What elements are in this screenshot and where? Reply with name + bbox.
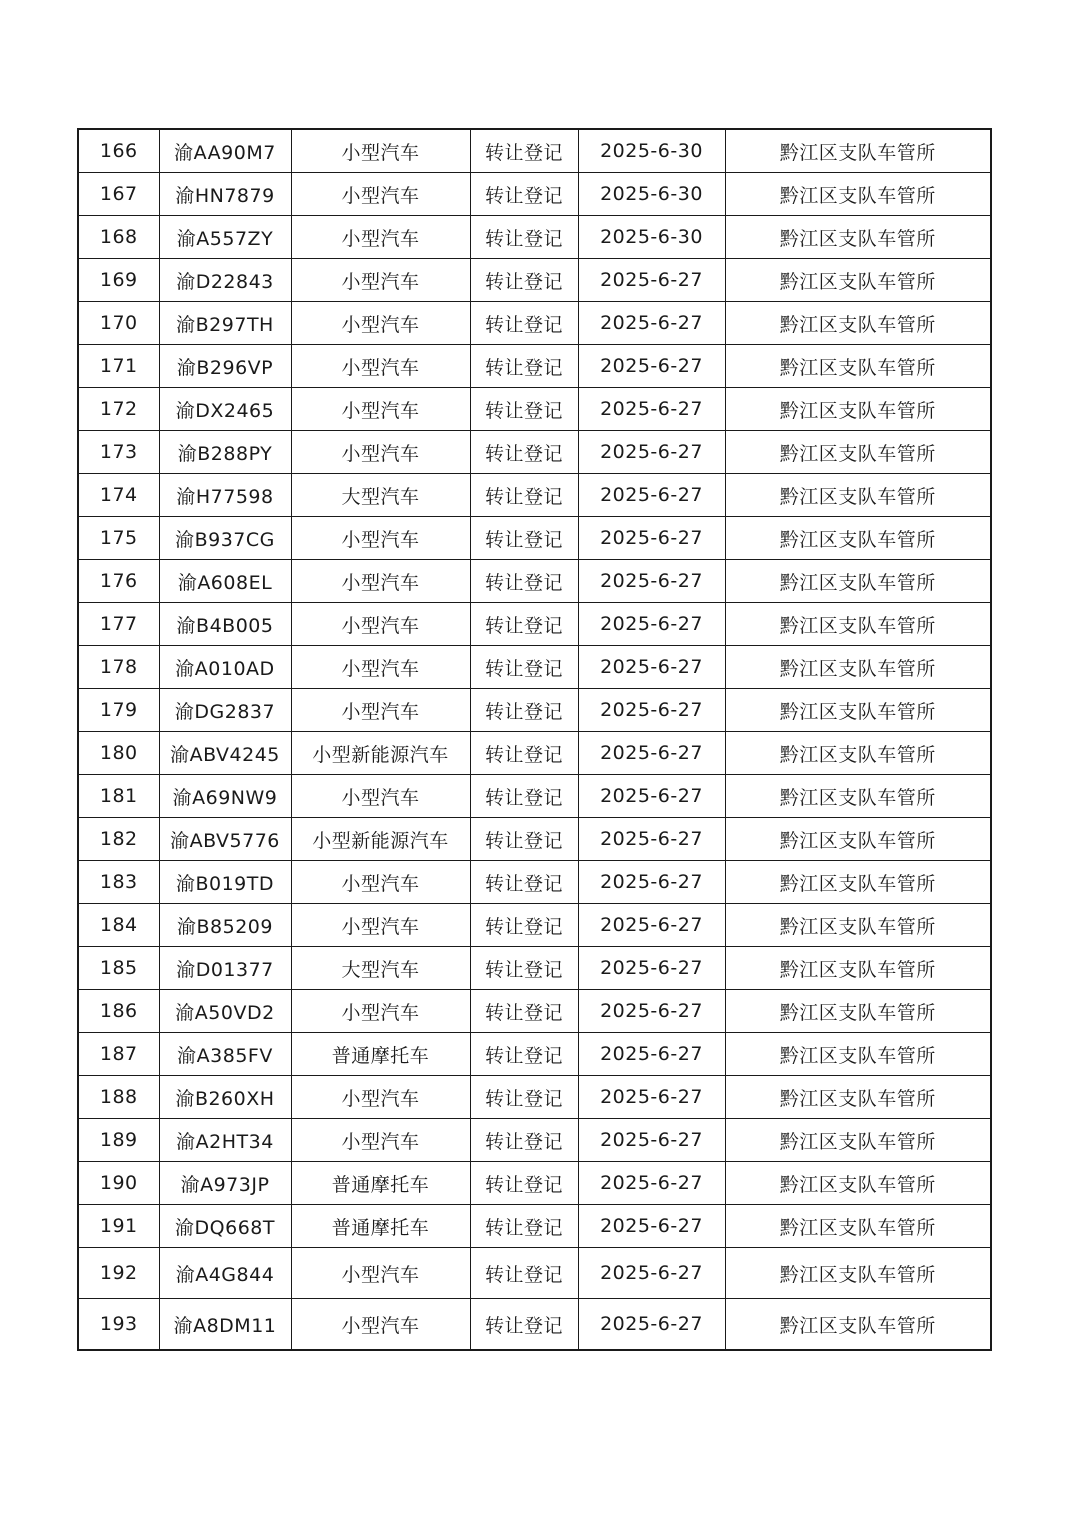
cell-plate: 渝B937CG [159, 517, 291, 560]
cell-vehicle-type: 小型汽车 [291, 646, 470, 689]
cell-number: 166 [78, 129, 159, 173]
cell-business-type: 转让登记 [470, 388, 578, 431]
cell-vehicle-type: 小型汽车 [291, 129, 470, 173]
cell-office: 黔江区支队车管所 [725, 1205, 991, 1248]
cell-date: 2025-6-27 [578, 388, 725, 431]
cell-vehicle-type: 小型汽车 [291, 1119, 470, 1162]
cell-office: 黔江区支队车管所 [725, 732, 991, 775]
cell-office: 黔江区支队车管所 [725, 216, 991, 259]
table-row [78, 904, 991, 947]
cell-plate: 渝A608EL [159, 560, 291, 603]
cell-plate: 渝D22843 [159, 259, 291, 302]
cell-office: 黔江区支队车管所 [725, 474, 991, 517]
cell-business-type: 转让登记 [470, 603, 578, 646]
table-row [78, 129, 991, 173]
cell-plate: 渝A2HT34 [159, 1119, 291, 1162]
cell-plate: 渝A69NW9 [159, 775, 291, 818]
table-row [78, 1248, 991, 1299]
cell-office: 黔江区支队车管所 [725, 990, 991, 1033]
cell-vehicle-type: 小型汽车 [291, 990, 470, 1033]
cell-vehicle-type: 小型汽车 [291, 302, 470, 345]
table-row [78, 388, 991, 431]
cell-vehicle-type: 小型汽车 [291, 1076, 470, 1119]
cell-office: 黔江区支队车管所 [725, 302, 991, 345]
cell-date: 2025-6-27 [578, 1076, 725, 1119]
table-row [78, 1119, 991, 1162]
cell-vehicle-type: 普通摩托车 [291, 1205, 470, 1248]
table-row [78, 1299, 991, 1351]
cell-vehicle-type: 小型汽车 [291, 345, 470, 388]
cell-number: 173 [78, 431, 159, 474]
cell-business-type: 转让登记 [470, 775, 578, 818]
cell-number: 174 [78, 474, 159, 517]
cell-plate: 渝H77598 [159, 474, 291, 517]
cell-plate: 渝AA90M7 [159, 129, 291, 173]
cell-number: 180 [78, 732, 159, 775]
cell-office: 黔江区支队车管所 [725, 1248, 991, 1299]
cell-vehicle-type: 小型汽车 [291, 1299, 470, 1351]
table-row [78, 216, 991, 259]
cell-office: 黔江区支队车管所 [725, 603, 991, 646]
cell-business-type: 转让登记 [470, 1205, 578, 1248]
table-row [78, 302, 991, 345]
cell-office: 黔江区支队车管所 [725, 129, 991, 173]
cell-office: 黔江区支队车管所 [725, 1033, 991, 1076]
cell-number: 184 [78, 904, 159, 947]
cell-date: 2025-6-27 [578, 517, 725, 560]
cell-date: 2025-6-27 [578, 259, 725, 302]
cell-business-type: 转让登记 [470, 560, 578, 603]
cell-date: 2025-6-27 [578, 560, 725, 603]
cell-business-type: 转让登记 [470, 1299, 578, 1351]
cell-plate: 渝B288PY [159, 431, 291, 474]
cell-date: 2025-6-30 [578, 173, 725, 216]
cell-plate: 渝B296VP [159, 345, 291, 388]
vehicle-transfer-table [77, 128, 992, 1351]
cell-plate: 渝HN7879 [159, 173, 291, 216]
cell-date: 2025-6-27 [578, 1033, 725, 1076]
cell-date: 2025-6-27 [578, 646, 725, 689]
cell-business-type: 转让登记 [470, 431, 578, 474]
cell-business-type: 转让登记 [470, 1033, 578, 1076]
cell-business-type: 转让登记 [470, 990, 578, 1033]
cell-business-type: 转让登记 [470, 646, 578, 689]
cell-vehicle-type: 小型汽车 [291, 904, 470, 947]
cell-number: 178 [78, 646, 159, 689]
cell-number: 188 [78, 1076, 159, 1119]
cell-vehicle-type: 小型汽车 [291, 603, 470, 646]
cell-number: 176 [78, 560, 159, 603]
cell-office: 黔江区支队车管所 [725, 904, 991, 947]
cell-vehicle-type: 小型汽车 [291, 775, 470, 818]
cell-vehicle-type: 小型汽车 [291, 216, 470, 259]
cell-plate: 渝A50VD2 [159, 990, 291, 1033]
cell-number: 170 [78, 302, 159, 345]
cell-number: 189 [78, 1119, 159, 1162]
cell-date: 2025-6-27 [578, 990, 725, 1033]
cell-office: 黔江区支队车管所 [725, 517, 991, 560]
cell-vehicle-type: 小型新能源汽车 [291, 818, 470, 861]
cell-office: 黔江区支队车管所 [725, 1299, 991, 1351]
cell-business-type: 转让登记 [470, 947, 578, 990]
table-body [78, 129, 991, 1350]
cell-vehicle-type: 大型汽车 [291, 947, 470, 990]
cell-date: 2025-6-27 [578, 818, 725, 861]
cell-number: 181 [78, 775, 159, 818]
cell-vehicle-type: 小型汽车 [291, 259, 470, 302]
cell-plate: 渝B260XH [159, 1076, 291, 1119]
cell-plate: 渝DQ668T [159, 1205, 291, 1248]
cell-plate: 渝A8DM11 [159, 1299, 291, 1351]
cell-plate: 渝DX2465 [159, 388, 291, 431]
cell-plate: 渝B4B005 [159, 603, 291, 646]
table-row [78, 259, 991, 302]
table-row [78, 646, 991, 689]
cell-plate: 渝ABV5776 [159, 818, 291, 861]
cell-business-type: 转让登记 [470, 732, 578, 775]
cell-business-type: 转让登记 [470, 1076, 578, 1119]
cell-date: 2025-6-27 [578, 904, 725, 947]
cell-office: 黔江区支队车管所 [725, 345, 991, 388]
cell-business-type: 转让登记 [470, 517, 578, 560]
cell-date: 2025-6-27 [578, 861, 725, 904]
cell-vehicle-type: 大型汽车 [291, 474, 470, 517]
cell-number: 183 [78, 861, 159, 904]
cell-plate: 渝A557ZY [159, 216, 291, 259]
table-row [78, 732, 991, 775]
cell-office: 黔江区支队车管所 [725, 173, 991, 216]
cell-office: 黔江区支队车管所 [725, 861, 991, 904]
cell-business-type: 转让登记 [470, 818, 578, 861]
cell-office: 黔江区支队车管所 [725, 775, 991, 818]
cell-plate: 渝ABV4245 [159, 732, 291, 775]
cell-date: 2025-6-27 [578, 1162, 725, 1205]
table-row [78, 1076, 991, 1119]
cell-business-type: 转让登记 [470, 474, 578, 517]
cell-plate: 渝A973JP [159, 1162, 291, 1205]
cell-number: 171 [78, 345, 159, 388]
cell-plate: 渝A385FV [159, 1033, 291, 1076]
cell-office: 黔江区支队车管所 [725, 947, 991, 990]
cell-date: 2025-6-27 [578, 302, 725, 345]
cell-plate: 渝A010AD [159, 646, 291, 689]
cell-plate: 渝B297TH [159, 302, 291, 345]
cell-business-type: 转让登记 [470, 689, 578, 732]
table-row [78, 1205, 991, 1248]
cell-office: 黔江区支队车管所 [725, 1119, 991, 1162]
cell-date: 2025-6-30 [578, 129, 725, 173]
cell-business-type: 转让登记 [470, 302, 578, 345]
cell-date: 2025-6-27 [578, 775, 725, 818]
cell-date: 2025-6-27 [578, 1205, 725, 1248]
cell-vehicle-type: 小型新能源汽车 [291, 732, 470, 775]
table-row [78, 474, 991, 517]
cell-vehicle-type: 普通摩托车 [291, 1162, 470, 1205]
cell-number: 191 [78, 1205, 159, 1248]
cell-business-type: 转让登记 [470, 345, 578, 388]
cell-business-type: 转让登记 [470, 1119, 578, 1162]
cell-business-type: 转让登记 [470, 259, 578, 302]
cell-date: 2025-6-27 [578, 603, 725, 646]
cell-number: 179 [78, 689, 159, 732]
table-row [78, 689, 991, 732]
cell-business-type: 转让登记 [470, 861, 578, 904]
cell-date: 2025-6-27 [578, 474, 725, 517]
cell-date: 2025-6-27 [578, 431, 725, 474]
table-row [78, 517, 991, 560]
cell-vehicle-type: 小型汽车 [291, 173, 470, 216]
cell-office: 黔江区支队车管所 [725, 388, 991, 431]
table-row [78, 775, 991, 818]
cell-business-type: 转让登记 [470, 173, 578, 216]
cell-vehicle-type: 小型汽车 [291, 1248, 470, 1299]
cell-date: 2025-6-27 [578, 345, 725, 388]
table-row [78, 990, 991, 1033]
cell-office: 黔江区支队车管所 [725, 689, 991, 732]
table-row [78, 1033, 991, 1076]
cell-number: 182 [78, 818, 159, 861]
cell-number: 169 [78, 259, 159, 302]
cell-number: 167 [78, 173, 159, 216]
cell-plate: 渝D01377 [159, 947, 291, 990]
cell-office: 黔江区支队车管所 [725, 560, 991, 603]
cell-business-type: 转让登记 [470, 129, 578, 173]
cell-date: 2025-6-27 [578, 689, 725, 732]
cell-business-type: 转让登记 [470, 1162, 578, 1205]
cell-plate: 渝B85209 [159, 904, 291, 947]
cell-office: 黔江区支队车管所 [725, 1162, 991, 1205]
cell-number: 177 [78, 603, 159, 646]
cell-office: 黔江区支队车管所 [725, 818, 991, 861]
table-row [78, 861, 991, 904]
table-row [78, 431, 991, 474]
cell-number: 185 [78, 947, 159, 990]
cell-vehicle-type: 小型汽车 [291, 431, 470, 474]
table-row [78, 173, 991, 216]
cell-number: 192 [78, 1248, 159, 1299]
table-row [78, 1162, 991, 1205]
cell-number: 187 [78, 1033, 159, 1076]
cell-number: 175 [78, 517, 159, 560]
cell-date: 2025-6-30 [578, 216, 725, 259]
table-row [78, 947, 991, 990]
cell-date: 2025-6-27 [578, 947, 725, 990]
cell-office: 黔江区支队车管所 [725, 431, 991, 474]
cell-plate: 渝DG2837 [159, 689, 291, 732]
table-row [78, 560, 991, 603]
cell-plate: 渝B019TD [159, 861, 291, 904]
table-row [78, 603, 991, 646]
cell-number: 168 [78, 216, 159, 259]
cell-number: 172 [78, 388, 159, 431]
cell-vehicle-type: 小型汽车 [291, 560, 470, 603]
cell-date: 2025-6-27 [578, 1248, 725, 1299]
cell-office: 黔江区支队车管所 [725, 259, 991, 302]
cell-plate: 渝A4G844 [159, 1248, 291, 1299]
cell-vehicle-type: 小型汽车 [291, 689, 470, 732]
cell-number: 190 [78, 1162, 159, 1205]
cell-vehicle-type: 小型汽车 [291, 517, 470, 560]
cell-date: 2025-6-27 [578, 1299, 725, 1351]
cell-number: 193 [78, 1299, 159, 1351]
cell-vehicle-type: 小型汽车 [291, 861, 470, 904]
cell-office: 黔江区支队车管所 [725, 1076, 991, 1119]
table-row [78, 818, 991, 861]
table-row [78, 345, 991, 388]
cell-business-type: 转让登记 [470, 904, 578, 947]
cell-vehicle-type: 普通摩托车 [291, 1033, 470, 1076]
cell-business-type: 转让登记 [470, 216, 578, 259]
cell-business-type: 转让登记 [470, 1248, 578, 1299]
cell-office: 黔江区支队车管所 [725, 646, 991, 689]
cell-date: 2025-6-27 [578, 1119, 725, 1162]
cell-date: 2025-6-27 [578, 732, 725, 775]
cell-vehicle-type: 小型汽车 [291, 388, 470, 431]
cell-number: 186 [78, 990, 159, 1033]
